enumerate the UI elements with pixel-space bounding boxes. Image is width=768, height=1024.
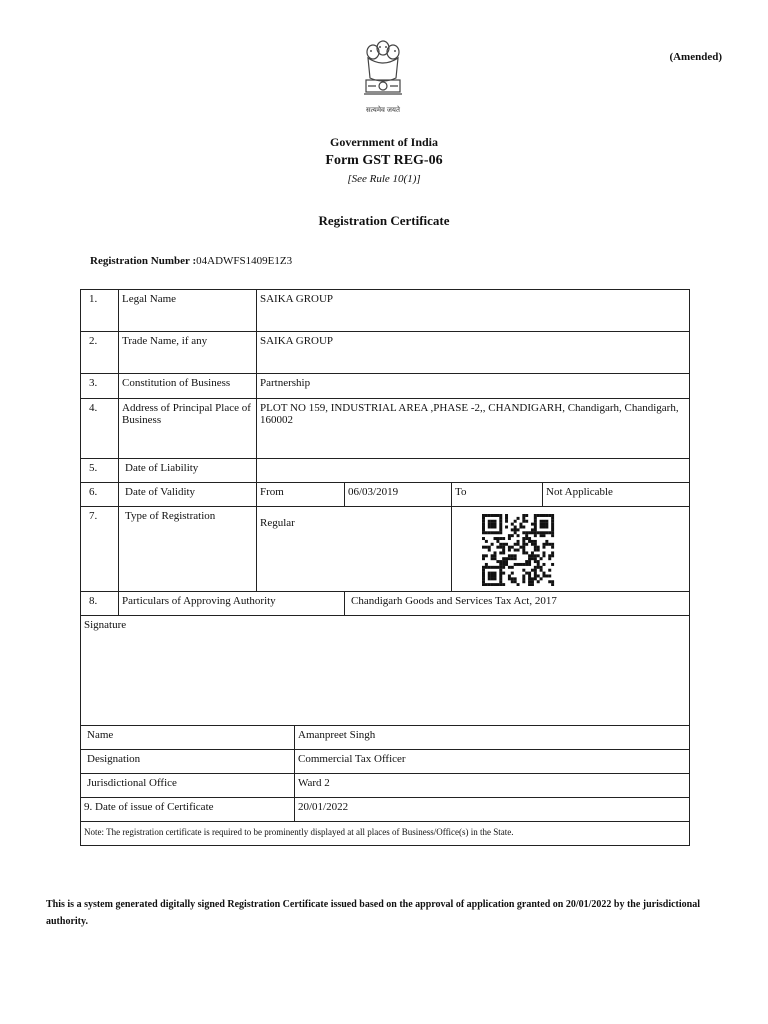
row-number: 1. <box>81 290 119 332</box>
row-date-of-issue <box>81 798 690 822</box>
validity-to-value: Not Applicable <box>543 483 690 507</box>
row-trade-name <box>81 332 690 374</box>
row-address <box>81 399 690 459</box>
rule-reference: [See Rule 10(1)] <box>347 173 421 185</box>
designation-label: Designation <box>81 750 295 774</box>
amended-label: (Amended) <box>669 51 722 63</box>
row-value: Partnership <box>257 374 690 399</box>
form-title: Form GST REG-06 <box>325 153 443 168</box>
row-note <box>81 822 690 846</box>
emblem-motto: सत्यमेव जयते <box>366 106 400 114</box>
government-title: Government of India <box>330 135 438 149</box>
validity-from-label: From <box>257 483 345 507</box>
row-value: Regular <box>257 507 452 592</box>
row-label: Date of Liability <box>119 459 257 483</box>
row-label: Particulars of Approving Authority <box>119 592 345 616</box>
row-approving-authority <box>81 592 690 616</box>
qr-code-icon <box>480 514 556 586</box>
officer-name-value: Amanpreet Singh <box>295 726 690 750</box>
designation-value: Commercial Tax Officer <box>295 750 690 774</box>
signature-label: Signature <box>81 616 690 726</box>
row-number: 4. <box>81 399 119 459</box>
office-label: Jurisdictional Office <box>81 774 295 798</box>
row-number: 2. <box>81 332 119 374</box>
row-officer-name <box>81 726 690 750</box>
row-value: SAIKA GROUP <box>257 290 690 332</box>
row-number: 5. <box>81 459 119 483</box>
row-value: Chandigarh Goods and Services Tax Act, 2017 <box>345 592 690 616</box>
qr-cell <box>452 507 690 592</box>
row-label: Trade Name, if any <box>119 332 257 374</box>
row-constitution <box>81 374 690 399</box>
officer-name-label: Name <box>81 726 295 750</box>
certificate-table <box>80 289 690 846</box>
row-jurisdictional-office <box>81 774 690 798</box>
row-value: PLOT NO 159, INDUSTRIAL AREA ,PHASE -2,, CHANDIGARH, Chandigarh, Chandigarh, 160002 <box>257 399 690 459</box>
registration-number-label: Registration Number : <box>90 255 197 267</box>
issue-date-value: 20/01/2022 <box>295 798 690 822</box>
row-label: Type of Registration <box>119 507 257 592</box>
validity-to-label: To <box>452 483 543 507</box>
row-label: Address of Principal Place of Business <box>119 399 257 459</box>
row-number: 7. <box>81 507 119 592</box>
certificate-title: Registration Certificate <box>318 213 450 228</box>
row-date-of-validity <box>81 483 690 507</box>
row-label: Constitution of Business <box>119 374 257 399</box>
row-number: 3. <box>81 374 119 399</box>
row-label: Legal Name <box>119 290 257 332</box>
row-value <box>257 459 690 483</box>
row-number: 8. <box>81 592 119 616</box>
row-label: Date of Validity <box>119 483 257 507</box>
row-date-of-liability <box>81 459 690 483</box>
row-designation <box>81 750 690 774</box>
footer-statement: This is a system generated digitally signed Registration Certificate issued based on the approval of application granted on 20/01/2022 by the jurisdictional authority. <box>46 899 700 927</box>
registration-number <box>90 255 292 267</box>
issue-date-label: 9. Date of issue of Certificate <box>81 798 295 822</box>
row-type-of-registration <box>81 507 690 592</box>
row-signature <box>81 616 690 726</box>
certificate-note: Note: The registration certificate is required to be prominently displayed at all places of Business/Office(s) in the State. <box>81 822 690 846</box>
row-number: 6. <box>81 483 119 507</box>
row-value: SAIKA GROUP <box>257 332 690 374</box>
row-legal-name <box>81 290 690 332</box>
office-value: Ward 2 <box>295 774 690 798</box>
registration-number-value: 04ADWFS1409E1Z3 <box>196 255 293 267</box>
validity-from-value: 06/03/2019 <box>345 483 452 507</box>
state-emblem-icon <box>358 38 408 104</box>
